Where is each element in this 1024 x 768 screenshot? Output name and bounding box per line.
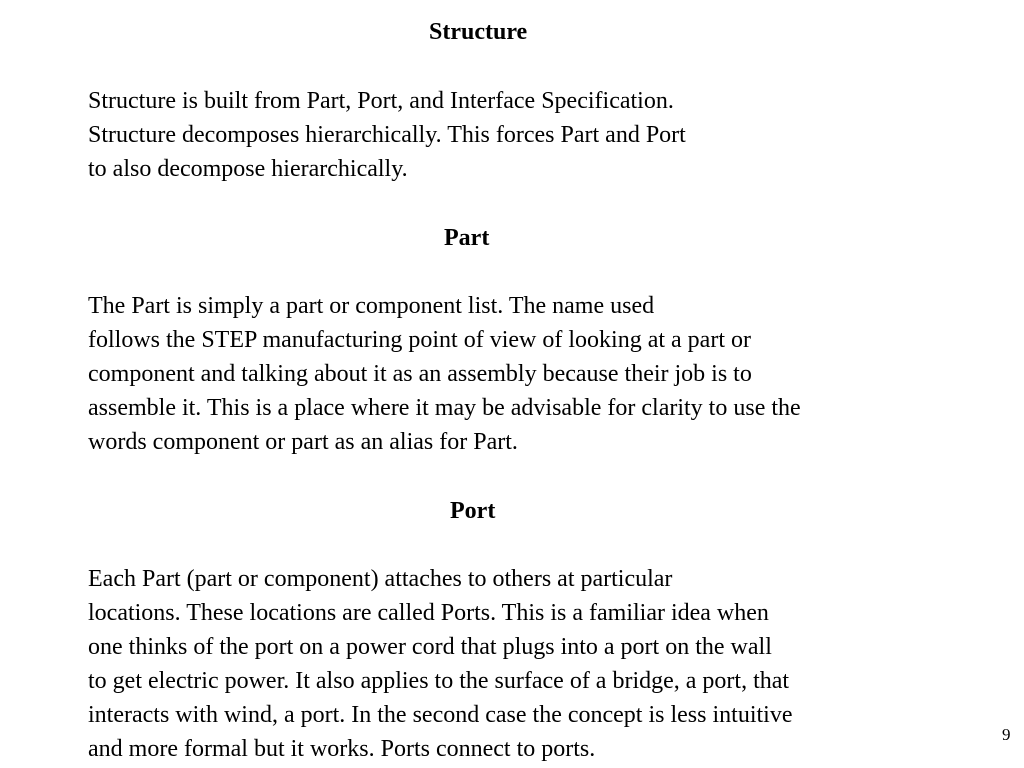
paragraph-port: [88, 562, 792, 766]
text-line: Each Part (part or component) attaches to others at particular: [88, 566, 673, 592]
heading-port: Port: [450, 498, 496, 524]
heading-part: Part: [444, 225, 490, 251]
text-line: interacts with wind, a port. In the second case the concept is less intuitive: [88, 702, 793, 728]
text-line: Structure is built from Part, Port, and Interface Specification.: [88, 88, 674, 114]
text-line: words component or part as an alias for Part.: [88, 429, 518, 455]
paragraph-structure: [88, 84, 686, 186]
text-line: The Part is simply a part or component list. The name used: [88, 293, 655, 319]
text-line: one thinks of the port on a power cord that plugs into a port on the wall: [88, 634, 772, 660]
heading-structure: Structure: [429, 19, 528, 45]
page-number: 9: [1002, 725, 1011, 744]
text-line: component and talking about it as an assembly because their job is to: [88, 361, 752, 387]
text-line: follows the STEP manufacturing point of view of looking at a part or: [88, 327, 751, 353]
text-line: and more formal but it works. Ports connect to ports.: [88, 736, 596, 762]
paragraph-part: [88, 289, 801, 459]
text-line: Structure decomposes hierarchically. This forces Part and Port: [88, 122, 686, 148]
text-line: to get electric power. It also applies to the surface of a bridge, a port, that: [88, 668, 790, 694]
text-line: to also decompose hierarchically.: [88, 156, 408, 182]
text-line: locations. These locations are called Ports. This is a familiar idea when: [88, 600, 769, 626]
text-line: assemble it. This is a place where it may be advisable for clarity to use the: [88, 395, 801, 421]
